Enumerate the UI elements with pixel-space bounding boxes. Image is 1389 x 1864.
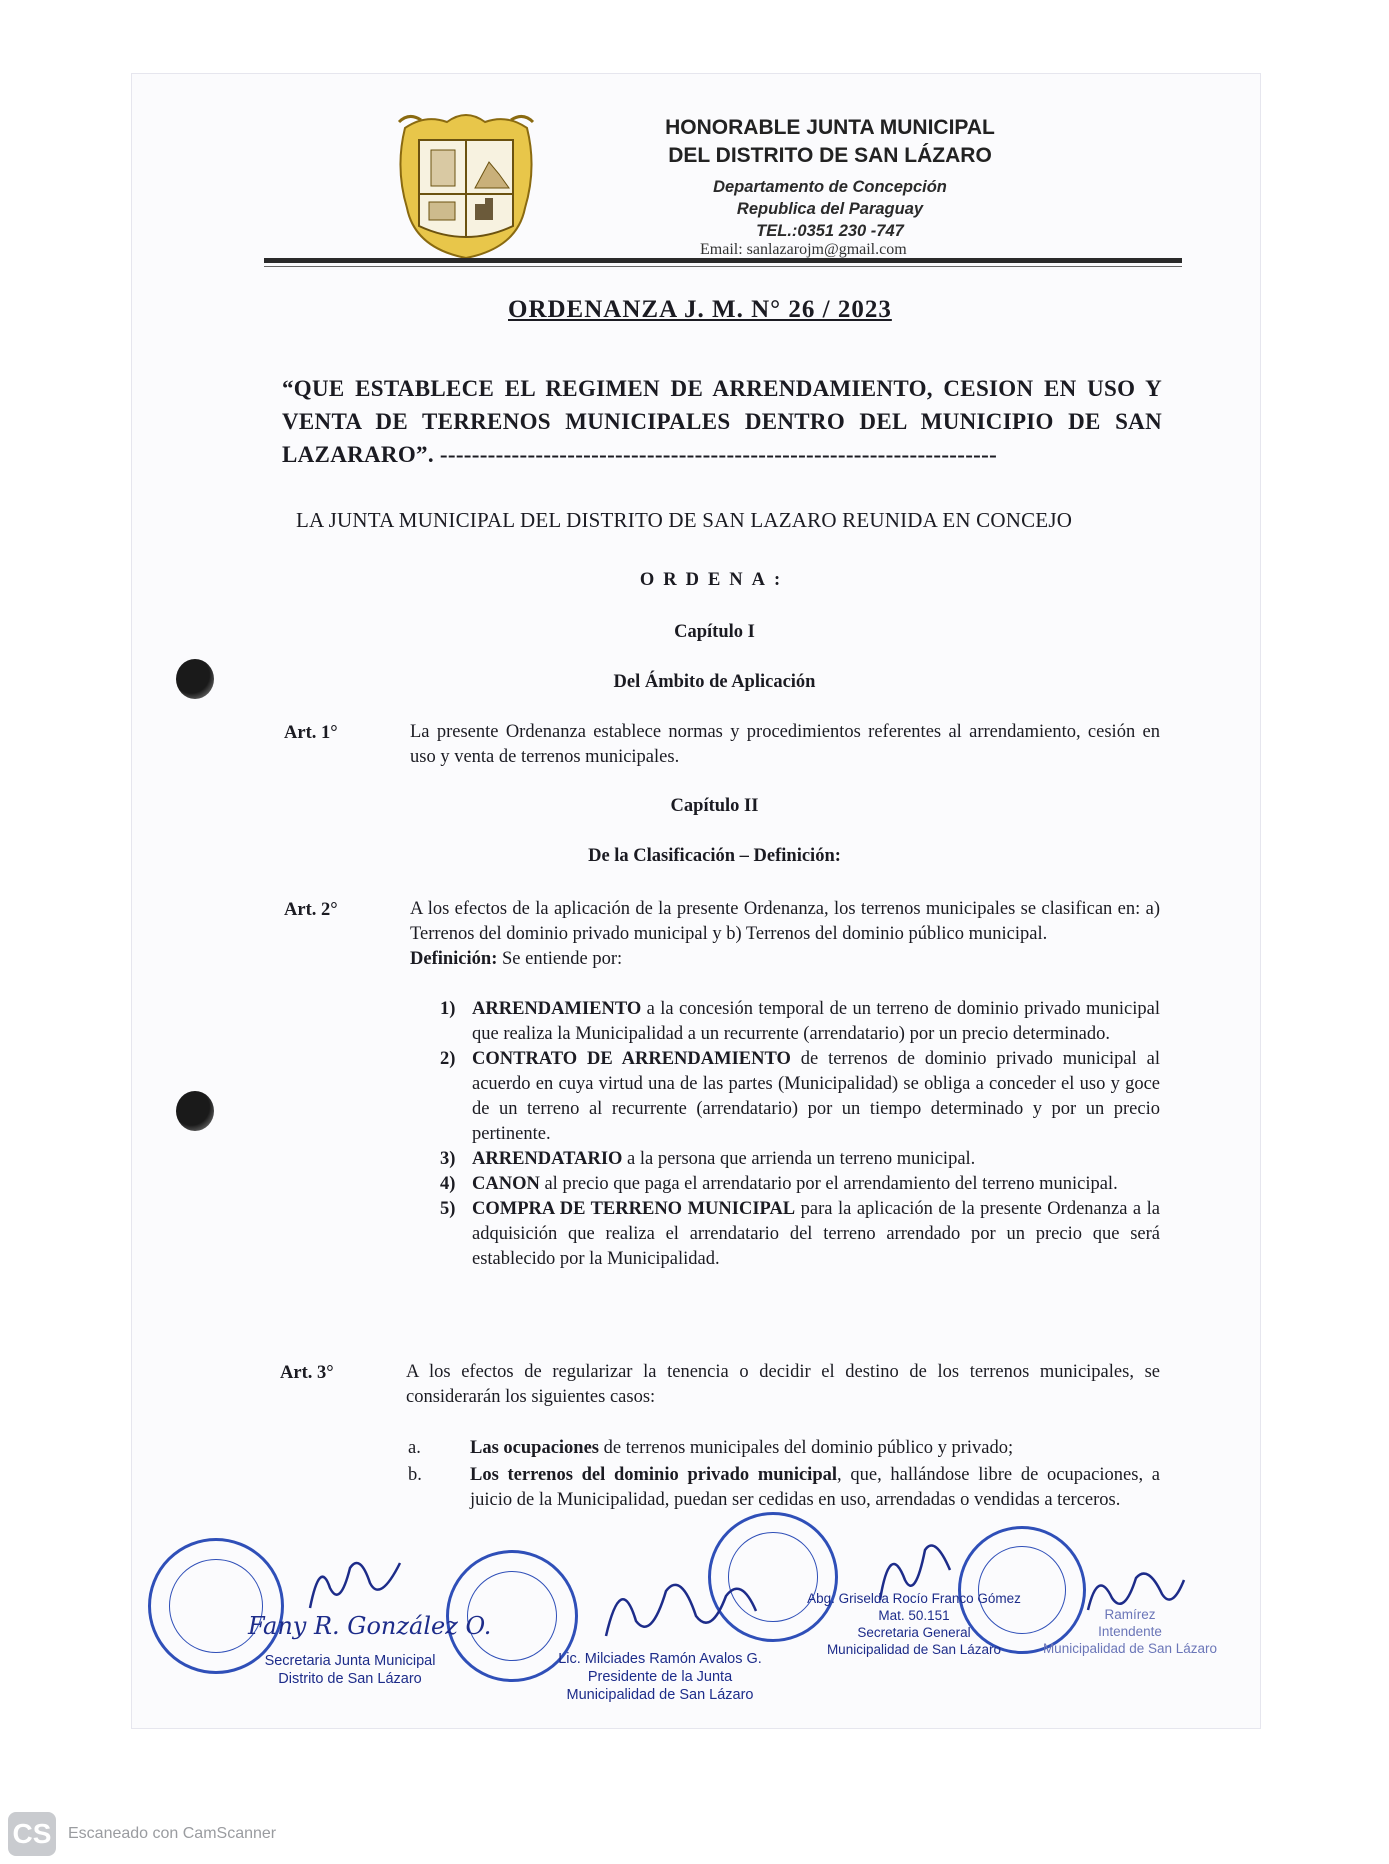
chapter1-subtitle: Del Ámbito de Aplicación	[613, 672, 816, 692]
signature-3-role: Secretaria General	[857, 1625, 971, 1640]
art2-label: Art. 2°	[284, 900, 338, 920]
municipal-crest-icon	[395, 108, 537, 260]
signature-3-registration: Mat. 50.151	[878, 1608, 950, 1623]
signature-4-name: Ramírez	[1104, 1607, 1156, 1622]
art3-text: A los efectos de regularizar la tenencia o decidir el destino de los terrenos municipales, se considerarán los siguientes casos:	[406, 1362, 1160, 1407]
definition-text: de terrenos de dominio privado municipal al acuerdo en cuya virtud una de las partes (Municipalidad) se obliga a conceder el uso y goce de un terreno al recurrente (arrendatario) por un tiempo determinado y por un precio pertinente.	[472, 1049, 1160, 1144]
signature-2-name: Lic. Milciades Ramón Avalos G.	[558, 1651, 762, 1667]
art1-text: La presente Ordenanza establece normas y procedimientos referentes al arrendamiento, cesión en uso y venta de terrenos municipales.	[410, 722, 1160, 767]
signature-mark-icon	[596, 1566, 766, 1646]
definition-text: al precio que paga el arrendatario por el arrendamiento del terreno municipal.	[539, 1174, 1118, 1194]
definition-item	[440, 1147, 1160, 1172]
case-item	[408, 1436, 1160, 1461]
definition-item	[440, 1172, 1160, 1197]
council-name	[615, 114, 1045, 170]
case-text: de terrenos municipales del dominio público y privado;	[599, 1438, 1014, 1458]
definition-text: a la concesión temporal de un terreno de dominio privado municipal que realiza la Municipalidad a un recurrente (arrendatario) por un precio determinado.	[472, 999, 1160, 1044]
signature-3-name: Abg. Griselda Rocío Franco Gómez	[807, 1591, 1021, 1606]
signature-1-role: Secretaria Junta Municipal	[264, 1653, 436, 1669]
preamble-text: LA JUNTA MUNICIPAL DEL DISTRITO DE SAN LAZARO REUNIDA EN CONCEJO	[296, 508, 1073, 532]
council-name-line2: DEL DISTRITO DE SAN LÁZARO	[668, 144, 992, 167]
ordena-heading: ORDENA:	[639, 570, 790, 590]
phone-text: TEL.:0351 230 -747	[756, 222, 904, 240]
punch-hole	[176, 1091, 214, 1131]
signature-4-role: Intendente	[1098, 1624, 1162, 1639]
chapter1-title: Capítulo I	[674, 622, 755, 642]
camscanner-logo-icon: CS	[8, 1812, 56, 1856]
definition-number: 3)	[440, 1149, 456, 1169]
chapter2-subtitle: De la Clasificación – Definición:	[588, 846, 841, 866]
signature-1-name: Fany R. González O.	[248, 1612, 492, 1640]
definitions-list	[440, 997, 1160, 1272]
case-term: Las ocupaciones	[470, 1438, 600, 1458]
definition-term: CANON	[472, 1174, 540, 1194]
definition-term: CONTRATO DE ARRENDAMIENTO	[472, 1049, 791, 1069]
signature-1-org: Distrito de San Lázaro	[278, 1671, 422, 1687]
definition-intro	[410, 947, 1160, 972]
case-letter: b.	[408, 1465, 422, 1485]
signature-2-role: Presidente de la Junta	[587, 1669, 733, 1685]
art2-text: A los efectos de la aplicación de la presente Ordenanza, los terrenos municipales se clasifican en: a) Terrenos del dominio privado municipal y b) Terrenos del dominio público municipal.	[410, 899, 1160, 944]
definition-term: ARRENDAMIENTO	[472, 999, 642, 1019]
email-text: Email: sanlazarojm@gmail.com	[700, 241, 907, 258]
definition-term: COMPRA DE TERRENO MUNICIPAL	[472, 1199, 796, 1219]
case-term: Los terrenos del dominio privado municipal	[470, 1465, 838, 1485]
definition-number: 2)	[440, 1049, 456, 1069]
definition-term: ARRENDATARIO	[472, 1149, 623, 1169]
signature-mark-icon	[300, 1548, 410, 1618]
signature-2-caption	[540, 1650, 780, 1704]
header-divider	[264, 258, 1182, 263]
definition-text: para la aplicación de la presente Ordenanza a la adquisición que realiza el arrendatario del terreno arrendado por un precio que será establecido por la Municipalidad.	[472, 1199, 1160, 1269]
definition-number: 4)	[440, 1174, 456, 1194]
scanner-watermark-text: Escaneado con CamScanner	[68, 1825, 277, 1842]
case-item	[408, 1463, 1160, 1513]
definition-item	[440, 1197, 1160, 1272]
definition-text: a la persona que arrienda un terreno municipal.	[622, 1149, 976, 1169]
definition-item	[440, 997, 1160, 1047]
case-text: , que, hallándose libre de ocupaciones, a juicio de la Municipalidad, puedan ser cedidas en uso, arrendadas o vendidas a terceros.	[470, 1465, 1160, 1510]
case-letter: a.	[408, 1438, 421, 1458]
signature-1-caption	[250, 1652, 450, 1688]
art3-label: Art. 3°	[280, 1363, 334, 1383]
signature-3-org: Municipalidad de San Lázaro	[826, 1642, 1002, 1657]
chapter2-title: Capítulo II	[670, 796, 759, 816]
cases-list	[408, 1436, 1160, 1515]
definition-item	[440, 1047, 1160, 1147]
definition-label: Definición:	[410, 949, 498, 969]
definition-intro-text: Se entiende por:	[497, 949, 623, 969]
signature-3-caption	[804, 1590, 1024, 1658]
council-contact	[615, 176, 1045, 242]
definition-number: 1)	[440, 999, 456, 1019]
signature-2-org: Municipalidad de San Lázaro	[566, 1687, 754, 1703]
signature-4-caption	[1040, 1606, 1220, 1657]
country-text: Republica del Paraguay	[736, 200, 924, 218]
department-text: Departamento de Concepción	[713, 178, 947, 196]
ordinance-title: ORDENANZA J. M. N° 26 / 2023	[508, 296, 892, 323]
definition-number: 5)	[440, 1199, 456, 1219]
signature-4-org: Municipalidad de San Lázaro	[1042, 1641, 1218, 1656]
ordinance-subject: “QUE ESTABLECE EL REGIMEN DE ARRENDAMIENTO, CESION EN USO Y VENTA DE TERRENOS MUNICIPALES DENTRO DEL MUNICIPIO DE SAN LAZARARO”. ----------------------------------------------------------------------	[282, 376, 1162, 467]
header-divider-thin	[264, 266, 1182, 267]
council-name-line1: HONORABLE JUNTA MUNICIPAL	[665, 116, 995, 139]
art1-label: Art. 1°	[284, 723, 338, 743]
art2-body	[410, 897, 1160, 972]
